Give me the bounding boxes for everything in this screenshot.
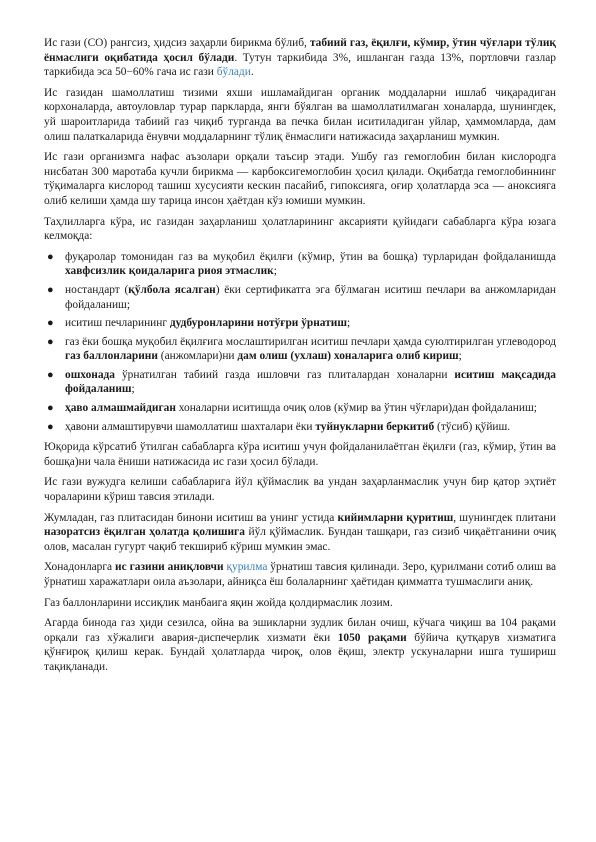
bullet-icon: ● xyxy=(47,317,54,330)
paragraph-causes-intro: Таҳлилларга кўра, ис газидан заҳарланиш ҳолатларининг аксарияти қуйидаги сабабларга кўра юзага келмоқда: xyxy=(44,215,556,243)
list-item: ● ҳавони алмаштирувчи шамоллатиш шахталари ёки туйнукларни беркитиб (тўсиб) қўйиш. xyxy=(47,420,511,433)
link-boladi[interactable]: бўлади xyxy=(216,66,251,79)
bold-text: табиий газ, ёқилғи, кўмир, ўтин чўғлари тўлиқ ёнмаслиги оқибатида ҳосил бўлади xyxy=(44,37,556,64)
text: . Тутун таркибида 3%, ишланган газда 13%, портловчи газлар таркибида эса 50−60% гача ис гази xyxy=(44,51,556,79)
paragraph-detector: Хонадонларга ис газини аниқловчи қурилма ўрнатиш тавсия қилинади. Зеро, қурилмани сотиб олиш ва ўрнатиш харажатлари оила аъзолари, айниқса ёш болаларнинг ҳаётидан қимматга тушмаслиги аниқ. xyxy=(44,561,557,588)
list-item: ● иситиш печларининг дудбуронларини нотўғри ўрнатиш; xyxy=(47,317,351,330)
list-item: ● ошхонада ўрнатилган табиий газда ишловчи газ плиталардан хоналарни иситиш мақсадида фойдаланиш; xyxy=(47,368,556,396)
paragraph-poisoning-places: Ис газидан шамоллатиш тизими яхши ишламайдиган органик моддаларни ишлаб чиқарадиган корхоналарда, автоуловлар турар паркларда, янги бўялган ва шамоллатилмаган хоналарда, шунингдек, уй шароитларида табиий газ чиқиб турганда ва печка билан иситиладиган уйлар, ҳаммомларда, дам олиш палаткаларида ёнувчи моддаларнинг тўлиқ ёнмаслиги натижасида заҳарланиш мумкин. xyxy=(44,86,556,143)
bullet-icon: ● xyxy=(47,420,54,433)
paragraph-organism-effect: Ис гази организмга нафас аъзолари орқали таъсир этади. Ушбу газ гемоглобин билан кислородга нисбатан 300 маротаба кучли бирикма — карбоксигемоглобин ҳосил қилади. Оқибатда гемоглобиннинг тўқималарга кислород ташиш хусусияти кескин пасайиб, гипоксияга, оғир ҳолатларда эса — аноксияга олиб келиши ҳамда шу тарица инсон ҳаётдан кўз юмиши мумкин. xyxy=(44,151,556,207)
bullet-icon: ● xyxy=(47,335,54,348)
bullet-icon: ● xyxy=(47,402,54,415)
paragraph-emergency: Агарда бинода газ ҳиди сезилса, ойна ва эшикларни зудлик билан очиш, кўчага чиқиш ва 104 рақами орқали газ хўжалиги авария-диспечерлик хизмати ёки 1050 рақами бўйича қутқарув хизматига қўнғироқ қилиш керак. Бундай ҳолатларда чироқ, олов ёқиш, электр ускуналарни ишга тушириш тақиқланади. xyxy=(44,617,556,673)
paragraph-gas-stove: Жумладан, газ плитасидан бинони иситиш ва унинг устида кийимларни қуритиш, шунингдек плитани назоратсиз ёқилган ҳолатда қолишига йўл қўймаслик. Бундан ташқари, газ сизиб чиқаётганини очиқ олов, масалан гугурт чақиб текшириб кўриш мумкин эмас. xyxy=(44,511,557,553)
text: Ис гази (CO) рангсиз, ҳидсиз заҳарли бирикма бўлиб, xyxy=(44,37,310,49)
list-item: ● ҳаво алмашмайдиган хоналарни иситишда очиқ олов (кўмир ва ўтин чўғлари)дан фойдаланиш; xyxy=(47,402,537,415)
paragraph-co-definition xyxy=(44,36,556,80)
paragraph-gas-cylinders: Газ баллонларини иссиқлик манбаига яқин жойда қолдирмаслик лозим. xyxy=(44,596,393,609)
list-item: ● газ ёки бошқа муқобил ёқилғига мослаштирилган иситиш печлари ҳамда суюлтирилган углеводород газ баллонларини (анжомлари)ни дам олиш (ухлаш) хоналарига олиб кириш; xyxy=(47,335,556,363)
link-qurilma[interactable]: қурилма xyxy=(226,561,268,574)
bullet-icon: ● xyxy=(47,250,54,263)
paragraph-precautions: Ис гази вужудга келиши сабабларига йўл қўймаслик ва ундан заҳарланмаслик учун бир қатор эҳтиёт чораларини кўриш тавсия этилади. xyxy=(44,476,556,504)
bullet-icon: ● xyxy=(47,283,54,296)
causes-list xyxy=(44,250,556,435)
list-item: ● ностандарт (қўлбола ясалган) ёки сертификатга эга бўлмаган иситиш печлари ва анжомларидан фойдаланиш; xyxy=(47,283,556,311)
document-page xyxy=(44,36,556,681)
paragraph-incomplete-burning: Юқорида кўрсатиб ўтилган сабабларга кўра иситиш учун фойдаланилаётган ёқилғи (газ, кўмир, ўтин ва бошқа)ни чала ёниши натижасида ис гази ҳосил бўлади. xyxy=(44,441,556,468)
bullet-icon: ● xyxy=(47,368,54,381)
text: . xyxy=(250,66,254,79)
list-item: ● фуқаролар томонидан газ ва муқобил ёқилғи (кўмир, ўтин ва бошқа) турларидан фойдаланишда хавфсизлик қоидаларига риоя этмаслик; xyxy=(47,250,556,278)
